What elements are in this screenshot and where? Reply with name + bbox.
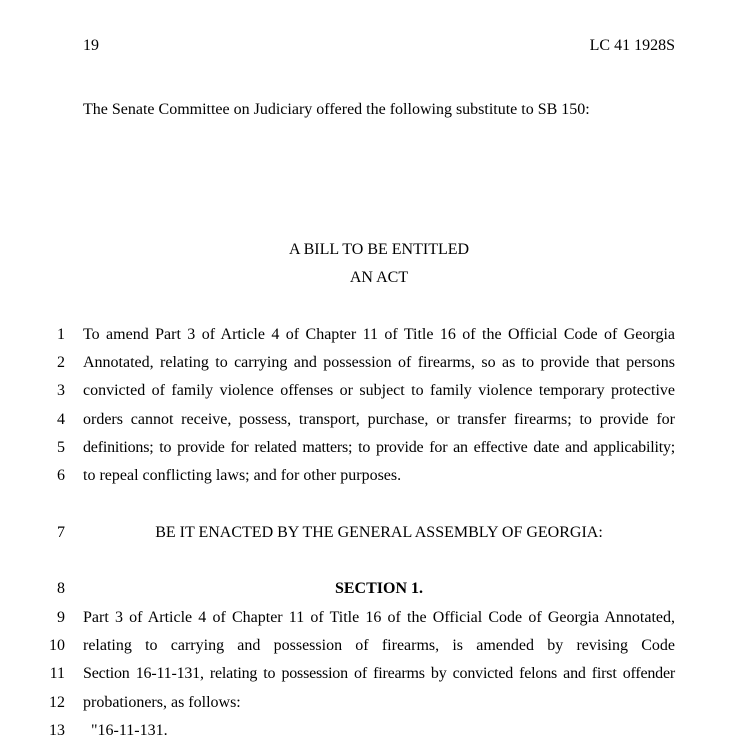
line-number: 4	[57, 411, 65, 428]
line-number: 8	[57, 580, 65, 597]
document-code: LC 41 1928S	[589, 37, 675, 54]
text-line: To amend Part 3 of Article 4 of Chapter 11 of Title 16 of the Official Code of Georgia	[83, 326, 675, 343]
enacting-clause: BE IT ENACTED BY THE GENERAL ASSEMBLY OF GEORGIA:	[155, 524, 603, 541]
text-line: to repeal conflicting laws; and for other purposes.	[83, 467, 402, 484]
page-number: 19	[83, 37, 99, 54]
text-line: orders cannot receive, possess, transport, purchase, or transfer firearms; to provide for	[83, 411, 675, 428]
text-line: Section 16-11-131, relating to possession of firearms by convicted felons and first offender	[83, 665, 675, 682]
text-line: Annotated, relating to carrying and possession of firearms, so as to provide that persons	[83, 354, 675, 371]
text-line: convicted of family violence offenses or subject to family violence temporary protective	[83, 382, 675, 399]
line-number: 5	[57, 439, 65, 456]
line-number: 12	[49, 694, 65, 711]
text-line: Part 3 of Article 4 of Chapter 11 of Title 16 of the Official Code of Georgia Annotated,	[83, 609, 675, 626]
code-section-number: "16-11-131.	[91, 722, 168, 739]
line-number: 3	[57, 382, 65, 399]
line-number: 1	[57, 326, 65, 343]
line-number: 9	[57, 609, 65, 626]
line-number: 10	[49, 637, 65, 654]
section-heading: SECTION 1.	[334, 580, 424, 597]
line-number: 2	[57, 354, 65, 371]
bill-title: A BILL TO BE ENTITLED	[288, 241, 470, 258]
line-number: 7	[57, 524, 65, 541]
line-number: 13	[49, 722, 65, 739]
text-line: definitions; to provide for related matters; to provide for an effective date and applicability;	[83, 439, 675, 456]
act-title: AN ACT	[349, 269, 409, 286]
line-number: 11	[49, 665, 65, 682]
text-line: relating to carrying and possession of firearms, is amended by revising Code	[83, 637, 675, 654]
line-number: 6	[57, 467, 65, 484]
text-line: probationers, as follows:	[83, 694, 241, 711]
intro-statement: The Senate Committee on Judiciary offered the following substitute to SB 150:	[83, 101, 590, 118]
